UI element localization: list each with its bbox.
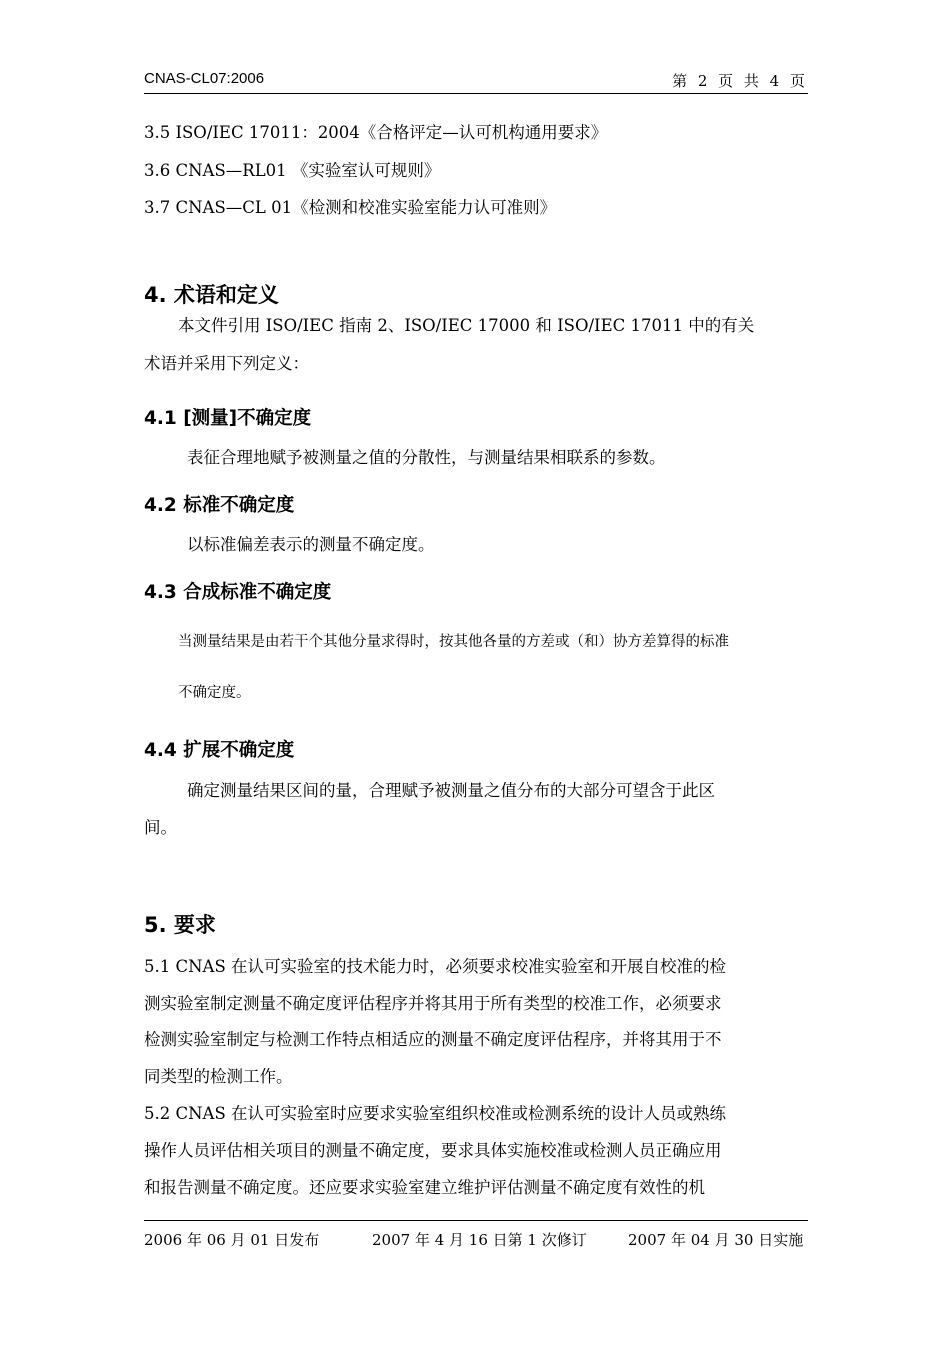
section-4-2-text: 以标准偏差表示的测量不确定度。 [187,535,435,554]
footer-revised: 2007 年 4 月 16 日第 1 次修订 [372,1231,587,1249]
section-5-1-line1: 5.1 CNAS 在认可实验室的技术能力时，必须要求校准实验室和开展自校准的检 [144,957,727,976]
footer-issued: 2006 年 06 月 01 日发布 [144,1231,320,1249]
header-doc-id: CNAS-CL07:2006 [144,70,265,87]
section-5-2-line1: 5.2 CNAS 在认可实验室时应要求实验室组织校准或检测系统的设计人员或熟练 [144,1104,727,1123]
section-4-3-line2: 不确定度。 [178,685,251,701]
header-page-label: 第 2 页 共 4 页 [672,72,808,90]
reference-3-5: 3.5 ISO/IEC 17011：2004《合格评定—认可机构通用要求》 [144,123,608,142]
section-4-heading: 4. 术语和定义 [144,283,279,307]
footer-rule [144,1220,808,1221]
header-rule [144,93,808,94]
section-4-3-heading: 4.3 合成标准不确定度 [144,582,332,603]
section-4-4-line2: 间。 [144,818,177,837]
section-5-1-line2: 测实验室制定测量不确定度评估程序并将其用于所有类型的校准工作，必须要求 [144,994,722,1013]
section-5-2-line2: 操作人员评估相关项目的测量不确定度，要求具体实施校准或检测人员正确应用 [144,1141,722,1160]
footer-effective: 2007 年 04 月 30 日实施 [628,1231,804,1249]
section-5-heading: 5. 要求 [144,913,216,937]
reference-3-6: 3.6 CNAS—RL01 《实验室认可规则》 [144,161,441,180]
section-4-2-heading: 4.2 标准不确定度 [144,495,295,516]
section-5-2-line3: 和报告测量不确定度。还应要求实验室建立维护评估测量不确定度有效性的机 [144,1178,705,1197]
section-4-4-line1: 确定测量结果区间的量，合理赋予被测量之值分布的大部分可望含于此区 [187,781,715,800]
section-4-4-heading: 4.4 扩展不确定度 [144,740,295,761]
section-4-3-line1: 当测量结果是由若干个其他分量求得时，按其他各量的方差或（和）协方差算得的标准 [178,634,729,650]
section-4-1-heading: 4.1 [测量]不确定度 [144,408,312,429]
section-5-1-line3: 检测实验室制定与检测工作特点相适应的测量不确定度评估程序，并将其用于不 [144,1030,722,1049]
section-4-1-text: 表征合理地赋予被测量之值的分散性，与测量结果相联系的参数。 [187,448,666,467]
section-5-1-line4: 同类型的检测工作。 [144,1067,293,1086]
section-4-intro-line1: 本文件引用 ISO/IEC 指南 2、ISO/IEC 17000 和 ISO/IEC 17011 中的有关 [178,316,755,335]
section-4-intro-line2: 术语并采用下列定义： [144,354,309,373]
reference-3-7: 3.7 CNAS—CL 01《检测和校准实验室能力认可准则》 [144,198,557,217]
